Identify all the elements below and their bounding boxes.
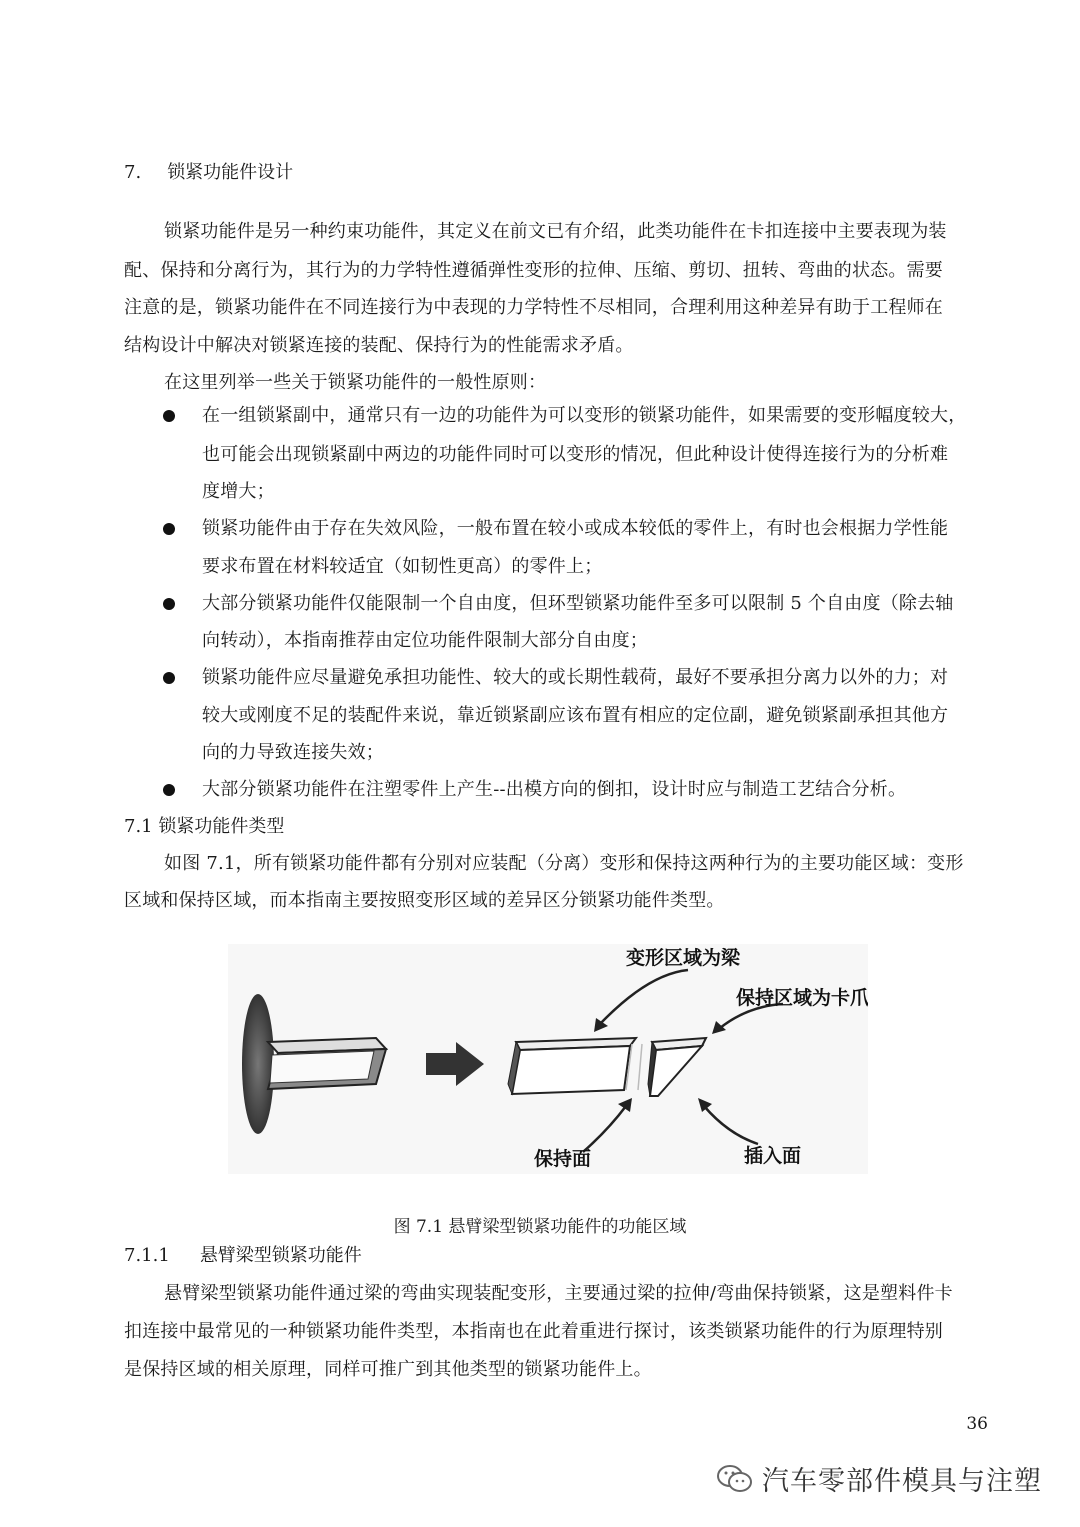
label-beam: 变形区域为梁 <box>626 947 741 969</box>
bullet-line: 大部分锁紧功能件在注塑零件上产生--出模方向的倒扣，设计时应与制造工艺结合分析。 <box>202 779 907 800</box>
paragraph-line: 扣连接中最常见的一种锁紧功能件类型，本指南也在此着重进行探讨，该类锁紧功能件的行为原理特别 <box>124 1321 943 1342</box>
section-number: 7. <box>124 162 142 183</box>
bullet-line: 向转动），本指南推荐由定位功能件限制大部分自由度； <box>202 630 648 651</box>
bullet-dot-icon <box>163 410 175 422</box>
page-number: 36 <box>966 1414 988 1434</box>
bullet-line: 要求布置在材料较适宜（如韧性更高）的零件上； <box>202 556 603 577</box>
bullet-dot-icon <box>163 784 175 796</box>
wechat-icon <box>716 1463 754 1495</box>
bullet-line: 锁紧功能件应尽量避免承担功能性、较大的或长期性载荷，最好不要承担分离力以外的力；对 <box>202 667 949 688</box>
intro-line: 结构设计中解决对锁紧连接的装配、保持行为的性能需求矛盾。 <box>124 335 634 356</box>
section-7-1-heading: 7.1 锁紧功能件类型 <box>124 816 285 837</box>
bullet-line: 大部分锁紧功能件仅能限制一个自由度，但环型锁紧功能件至多可以限制 5 个自由度（除去轴 <box>202 593 954 614</box>
section-number: 7.1.1 <box>124 1245 170 1266</box>
bullet-line: 向的力导致连接失效； <box>202 742 384 763</box>
paragraph-line: 是保持区域的相关原理，同样可推广到其他类型的锁紧功能件上。 <box>124 1359 652 1380</box>
section-7-heading <box>124 163 293 183</box>
section-7-1-1-heading <box>124 1246 362 1266</box>
intro-line: 配、保持和分离行为，其行为的力学特性遵循弹性变形的拉伸、压缩、剪切、扭转、弯曲的状态。需要 <box>124 260 943 281</box>
bullet-line: 也可能会出现锁紧副中两边的功能件同时可以变形的情况，但此种设计使得连接行为的分析难 <box>202 444 949 465</box>
paragraph-line: 如图 7.1，所有锁紧功能件都有分别对应装配（分离）变形和保持这两种行为的主要功能区域：变形 <box>164 853 964 874</box>
right-beam-face <box>512 1046 630 1094</box>
cantilever-diagram <box>228 934 868 1184</box>
principles-intro: 在这里列举一些关于锁紧功能件的一般性原则： <box>164 372 547 393</box>
label-insertion-face: 插入面 <box>744 1145 802 1167</box>
figure-7-1 <box>228 934 868 1184</box>
bullet-line: 较大或刚度不足的装配件来说，靠近锁紧副应该布置有相应的定位副，避免锁紧副承担其他方 <box>202 705 949 726</box>
bullet-line: 在一组锁紧副中，通常只有一边的功能件为可以变形的锁紧功能件，如果需要的变形幅度较大， <box>202 405 967 426</box>
paragraph-line: 悬臂梁型锁紧功能件通过梁的弯曲实现装配变形，主要通过梁的拉伸/弯曲保持锁紧，这是塑料件卡 <box>164 1283 953 1304</box>
base-part <box>242 994 274 1134</box>
paragraph-line: 区域和保持区域，而本指南主要按照变形区域的差异区分锁紧功能件类型。 <box>124 890 725 911</box>
figure-caption: 图 7.1 悬臂梁型锁紧功能件的功能区域 <box>393 1217 687 1237</box>
label-retention-face: 保持面 <box>534 1148 592 1170</box>
bullet-line: 锁紧功能件由于存在失效风险，一般布置在较小或成本较低的零件上，有时也会根据力学性能 <box>202 518 949 539</box>
watermark <box>716 1459 1042 1498</box>
bullet-dot-icon <box>163 598 175 610</box>
label-claw: 保持区域为卡爪 <box>736 987 868 1009</box>
beam-face <box>270 1051 374 1083</box>
section-title: 锁紧功能件设计 <box>167 162 294 183</box>
intro-line: 锁紧功能件是另一种约束功能件，其定义在前文已有介绍，此类功能件在卡扣连接中主要表现为装 <box>164 221 947 242</box>
bullet-dot-icon <box>163 672 175 684</box>
watermark-text: 汽车零部件模具与注塑 <box>762 1466 1042 1497</box>
intro-line: 注意的是，锁紧功能件在不同连接行为中表现的力学特性不尽相同，合理利用这种差异有助于工程师在 <box>124 297 943 318</box>
section-title: 悬臂梁型锁紧功能件 <box>199 1245 362 1266</box>
bullet-dot-icon <box>163 523 175 535</box>
bullet-line: 度增大； <box>202 481 275 502</box>
